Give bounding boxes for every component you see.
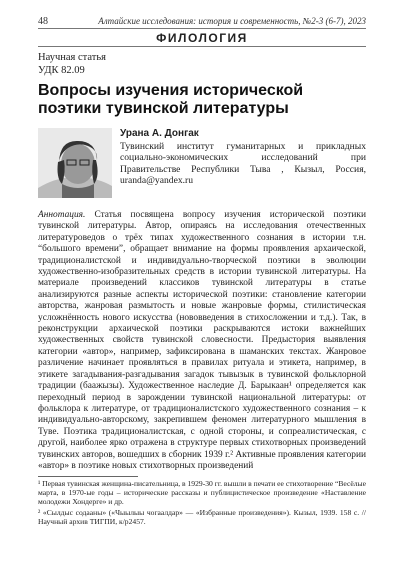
abstract-label: Аннотация.	[38, 210, 86, 220]
article-type: Научная статья	[38, 52, 106, 63]
footnote-2: ² «Сылдыс содааны» («Чыылыы чогаалдар» — «Избранные произведения»). Кызыл, 1939. 158 с. // Научный архив ТИГПИ, к/р2457.	[38, 508, 366, 527]
author-block	[38, 128, 366, 198]
page-number: 48	[38, 16, 48, 27]
udk-code: УДК 82.09	[38, 65, 85, 76]
abstract-text: Статья посвящена вопросу изучения исторической поэтики тувинской литературы. Автор, опираясь на исследования отечественных литературоведов о трёх типах художественного сознания в истории т.н. “большого времени”, обращает внимание на формы проявления архаической, традиционалистской и индивидуально-творческой поэтики в эволюции художественно-изобразительных средств в истории тувинской литературы. На материале произведений классиков тувинской литературы в статье анализируются разные аспекты исторической поэтики: становление категории авторства, жанровая размытость и новые жанровые формы, стилистическая усложнённость нового искусства (нововведения в стихосложении и т.д.). Так, в реконструкции архаической поэтики раскрываются истоки важнейших художественных свойств тувинской словесности. Предыстория выявления категории «автор», например, зафиксирована в шаманских текстах. Жанровое различение начинает проявляться в правилах ритуала и этикета, например, в этикете загадывания-разгадывания загадок тывызык в тувинской фольклорной традиции (баажызы). Художественное наследие Д. Барыкаан¹ определяется как переходный период в зарождении тувинской национальной литературы: от фольклора к литературе, от традиционалистского художественного сознания – к индивидуально-авторскому, закрепившем феномен литературного мышления в Туве. Поэтика традиционалистская, с одной стороны, и сопреалистическая, с другой, наиболее ярко отражена в структуре первых стихотворных произведений тувинских авторов, вошедших в сборник 1939 г.² Активные проявления категории «автор» в поэтике новых стихотворных произведений	[38, 210, 366, 471]
abstract	[38, 210, 366, 472]
article-title: Вопросы изучения исторической поэтики тувинской литературы	[38, 82, 304, 117]
section-heading: ФИЛОЛОГИЯ	[38, 31, 366, 47]
author-info	[120, 128, 366, 198]
author-affiliation: Тувинский институт гуманитарных и прикладных социально-экономических исследований при Правительстве Республики Тыва , Кызыл, Россия, uranda@yandex.ru	[120, 140, 366, 187]
footnote-divider	[38, 476, 138, 477]
author-name: Урана А. Донгак	[120, 128, 199, 139]
running-header	[38, 16, 366, 29]
author-photo	[38, 128, 112, 198]
journal-title: Алтайские исследования: история и современность, №2-3 (6-7), 2023	[98, 16, 366, 26]
footnote-1: ¹ Первая тувинская женщина-писательница, в 1929-30 гг. вышли в печати ее стихотворение “Весёлые марта, в 1970-ые годы – исторические рассказы и публицистическое произведение «Наставление молодежи Хондерге» и др.	[38, 479, 366, 507]
